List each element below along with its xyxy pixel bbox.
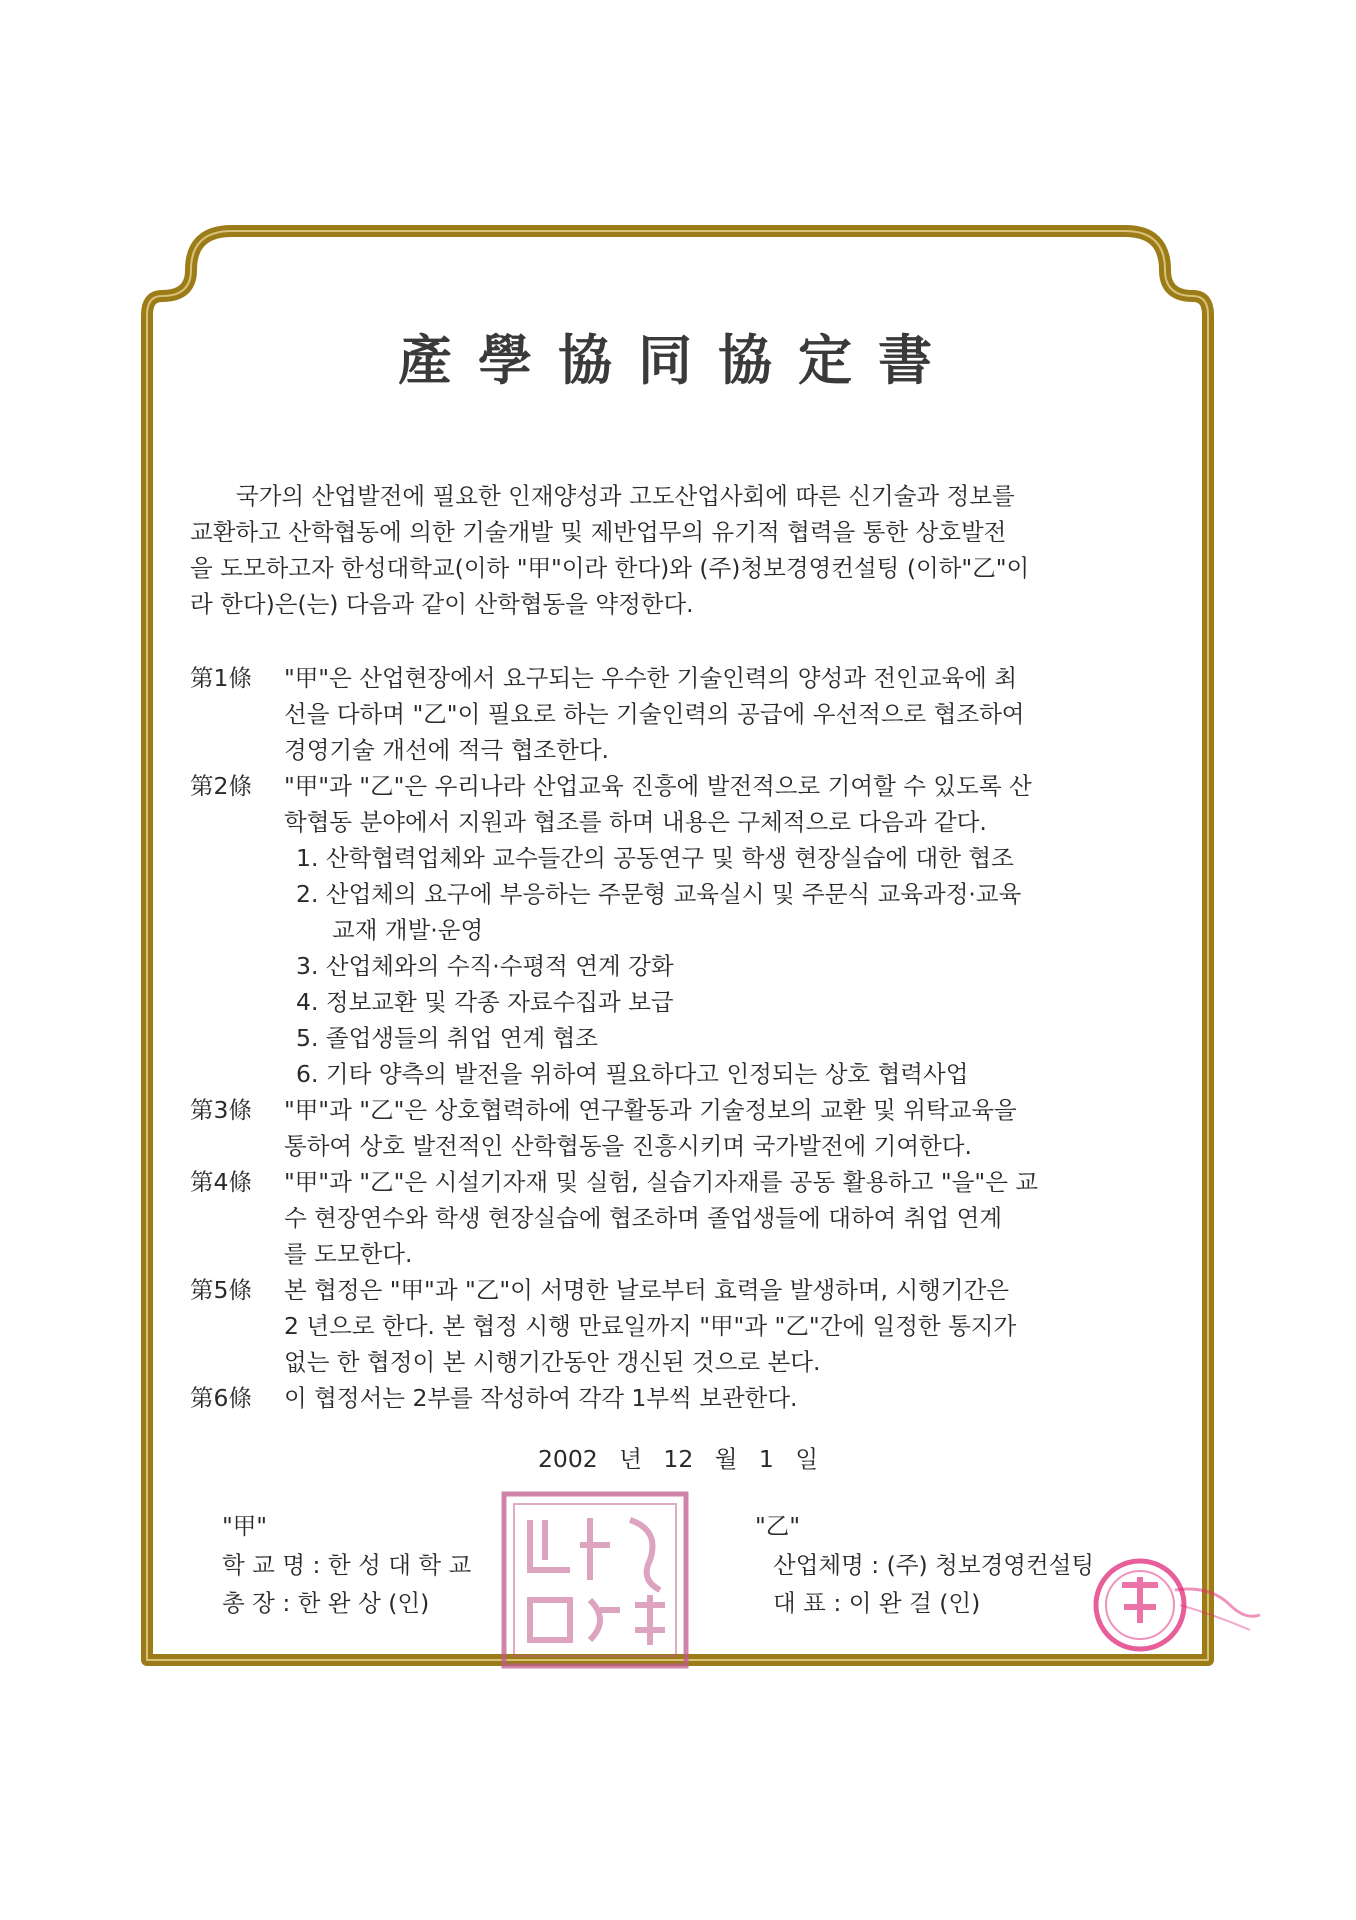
article-5 [190,1272,1150,1380]
article-line: 본 협정은 "甲"과 "乙"이 서명한 날로부터 효력을 발생하며, 시행기간은 [284,1276,1009,1304]
article-line: "甲"과 "乙"은 시설기자재 및 실험, 실습기자재를 공동 활용하고 "을"은 교 [284,1168,1039,1196]
article-2-items [296,840,1150,1092]
article-line: 이 협정서는 2부를 작성하여 각각 1부씩 보관한다. [284,1384,798,1412]
article-line: 통하여 상호 발전적인 산학협동을 진흥시키며 국가발전에 기여한다. [284,1132,972,1160]
document-title: 產學協同協定書 [398,328,958,392]
party-b-tag: "乙" [755,1512,801,1540]
article-line: "甲"은 산업현장에서 요구되는 우수한 기술인력의 양성과 전인교육에 최 [284,664,1018,692]
list-item: 4. 정보교환 및 각종 자료수집과 보급 [296,988,674,1016]
intro-line: 국가의 산업발전에 필요한 인재양성과 고도산업사회에 따른 신기술과 정보를 [236,482,1015,510]
article-label: 第2條 [190,772,252,800]
article-line: 를 도모한다. [284,1240,413,1268]
article-4 [190,1164,1150,1272]
list-item: 2. 산업체의 요구에 부응하는 주문형 교육실시 및 주문식 교육과정·교육 [296,880,1022,908]
article-label: 第5條 [190,1276,252,1304]
intro-paragraph [190,478,1150,622]
article-6 [190,1380,1150,1416]
intro-line: 라 한다)은(는) 다음과 같이 산학협동을 약정한다. [190,590,694,618]
article-line: 수 현장연수와 학생 현장실습에 협조하며 졸업생들에 대하여 취업 연계 [284,1204,1003,1232]
party-b-company-name: 산업체명 : (주) 청보경영컨설팅 [773,1551,1095,1579]
company-seal-stamp [1080,1545,1270,1665]
article-3 [190,1092,1150,1164]
intro-line: 을 도모하고자 한성대학교(이하 "甲"이라 한다)와 (주)청보경영컨설팅 (이하"乙"이 [190,554,1030,582]
list-item: 6. 기타 양측의 발전을 위하여 필요하다고 인정되는 상호 협력사업 [296,1060,969,1088]
article-label: 第3條 [190,1096,252,1124]
party-a-tag: "甲" [222,1512,268,1540]
article-line: 학협동 분야에서 지원과 협조를 하며 내용은 구체적으로 다음과 같다. [284,808,987,836]
article-line: "甲"과 "乙"은 상호협력하에 연구활동과 기술정보의 교환 및 위탁교육을 [284,1096,1017,1124]
article-line: 2 년으로 한다. 본 협정 시행 만료일까지 "甲"과 "乙"간에 일정한 통지가 [284,1312,1017,1340]
article-line: 없는 한 협정이 본 시행기간동안 갱신된 것으로 본다. [284,1348,821,1376]
article-1 [190,660,1150,768]
intro-line: 교환하고 산학협동에 의한 기술개발 및 제반업무의 유기적 협력을 통한 상호발전 [190,518,1007,546]
agreement-date: 2002 년 12 월 1 일 [537,1445,819,1473]
list-item: 5. 졸업생들의 취업 연계 협조 [296,1024,599,1052]
article-line: "甲"과 "乙"은 우리나라 산업교육 진흥에 발전적으로 기여할 수 있도록 산 [284,772,1032,800]
article-label: 第6條 [190,1384,252,1412]
article-label: 第4條 [190,1168,252,1196]
list-item: 교재 개발·운영 [332,916,484,944]
article-label: 第1條 [190,664,252,692]
party-b-representative: 대 표 : 이 완 걸 (인) [773,1589,981,1617]
party-a-school-name: 학 교 명 : 한 성 대 학 교 [222,1551,472,1579]
party-a-president: 총 장 : 한 완 상 (인) [222,1589,430,1617]
article-line: 경영기술 개선에 적극 협조한다. [284,736,609,764]
university-seal-stamp [500,1490,690,1670]
list-item: 3. 산업체와의 수직·수평적 연계 강화 [296,952,674,980]
list-item: 1. 산학협력업체와 교수들간의 공동연구 및 학생 현장실습에 대한 협조 [296,844,1014,872]
article-line: 선을 다하며 "乙"이 필요로 하는 기술인력의 공급에 우선적으로 협조하여 [284,700,1025,728]
article-2 [190,768,1150,1092]
